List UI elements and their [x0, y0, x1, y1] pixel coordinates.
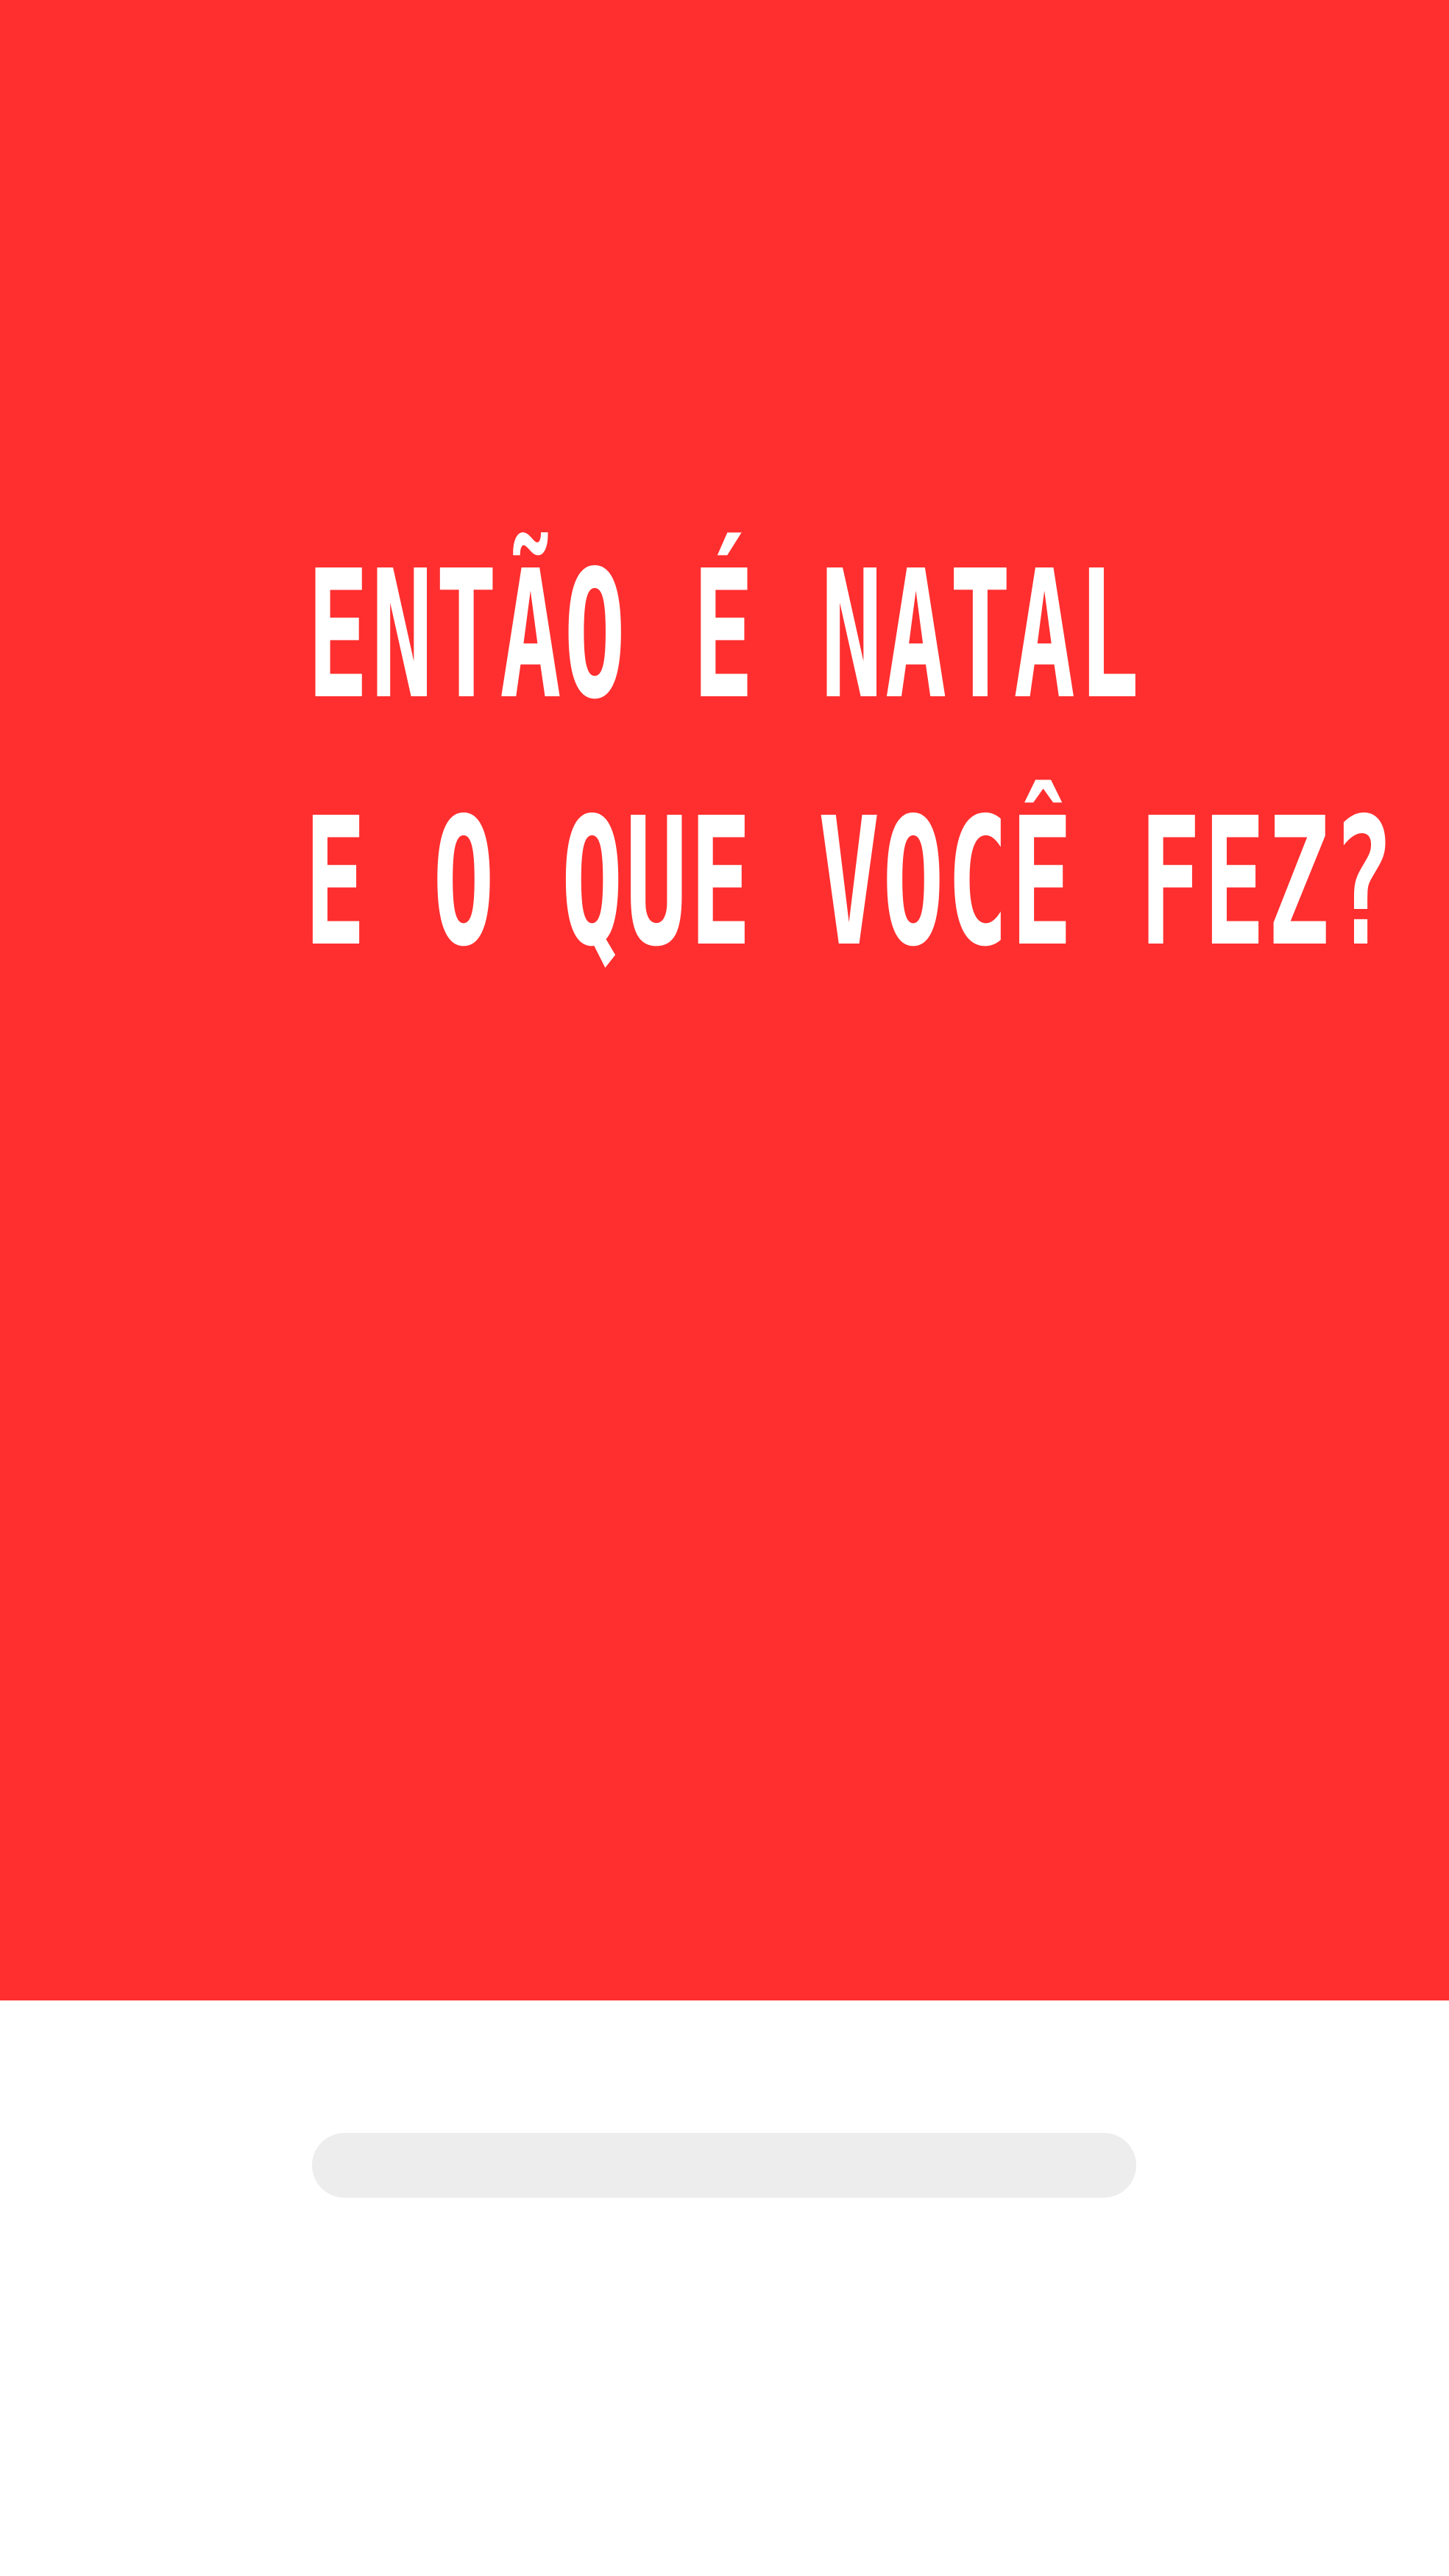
- hero-title: [0, 512, 1449, 1006]
- progress-bar: [312, 2133, 1136, 2198]
- hero-title-line-1: ENTÃO É NATAL: [307, 532, 1142, 738]
- hero-title-line-2: E O QUE VOCÊ FEZ?: [304, 779, 1397, 986]
